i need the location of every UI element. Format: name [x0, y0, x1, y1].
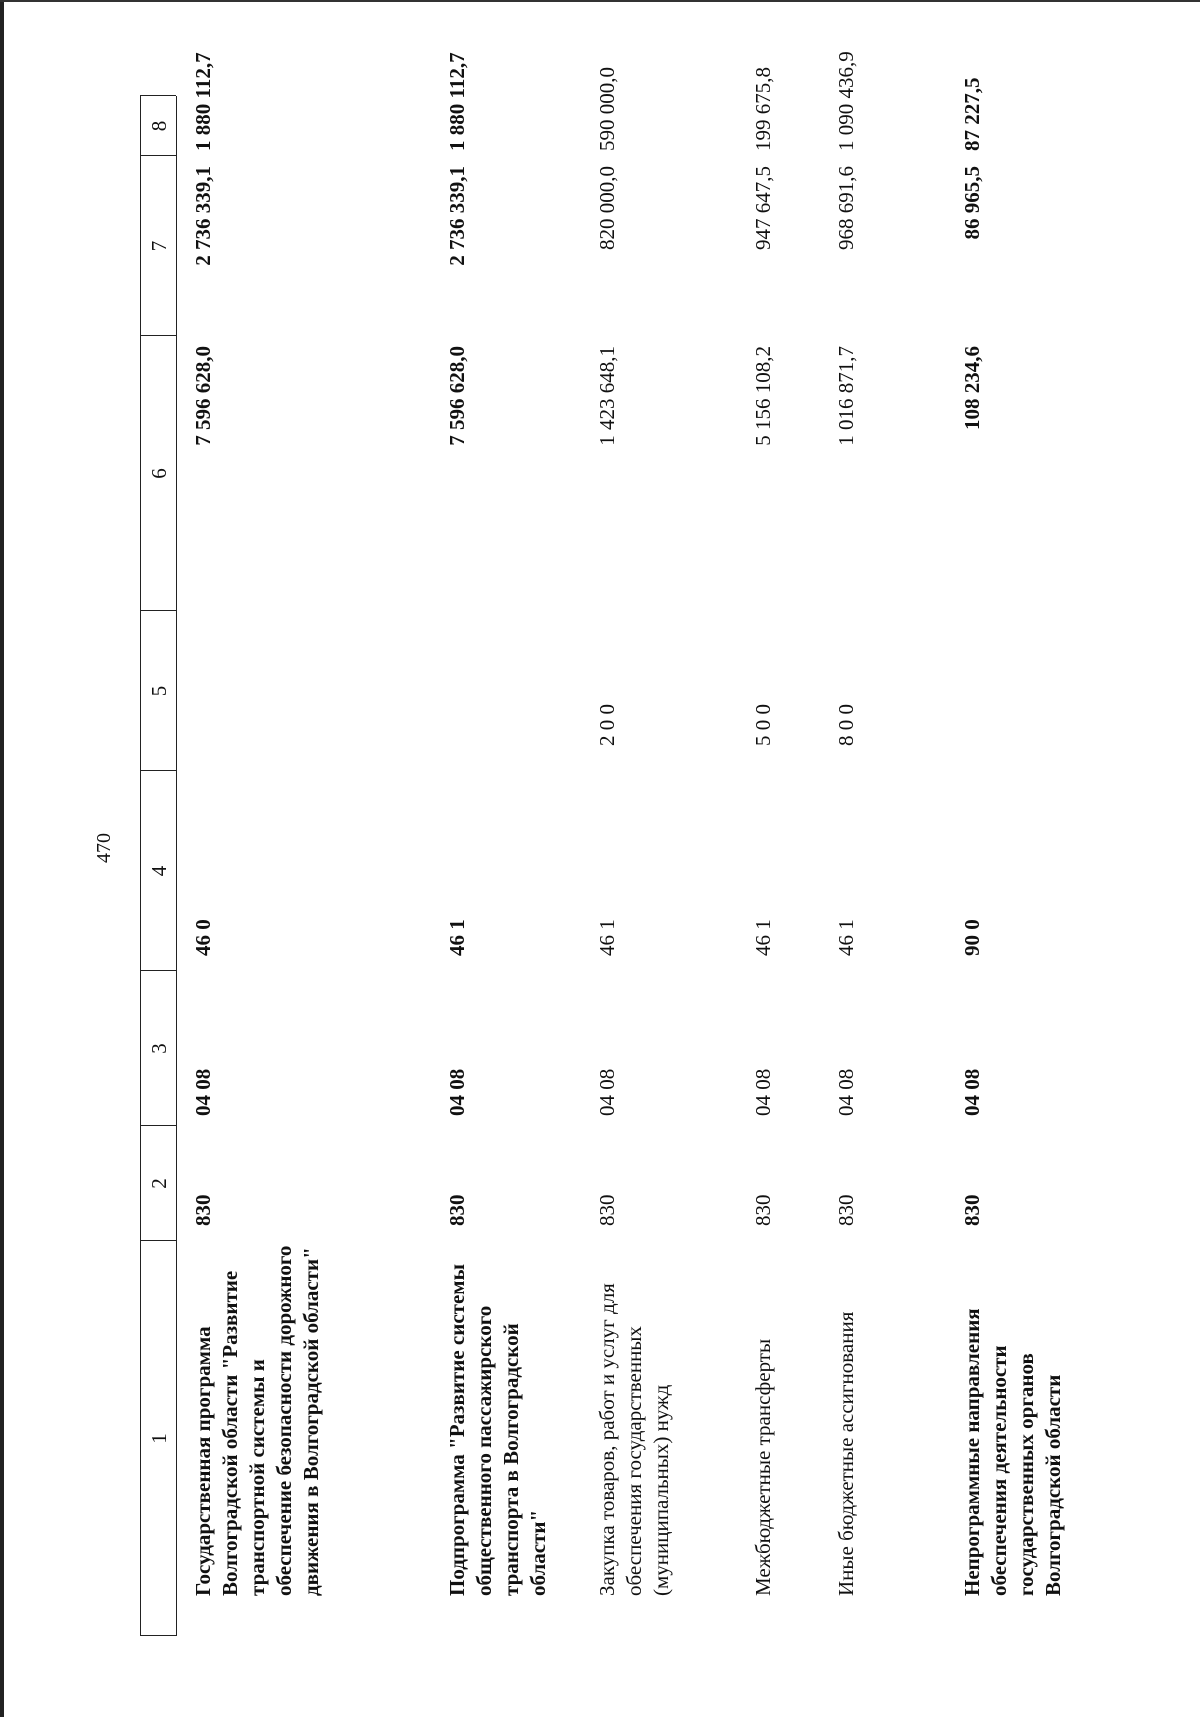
header-top-rule	[140, 96, 141, 1636]
cell-c6: 1 016 871,7	[834, 346, 858, 446]
cell-c6: 7 596 628,0	[191, 346, 215, 446]
cell-c2: 830	[445, 1194, 469, 1226]
cell-c8: 590 000,0	[595, 67, 619, 151]
column-header-2: 2	[147, 1178, 171, 1189]
cell-c4: 90 0	[960, 919, 984, 956]
cell-c3: 04 08	[834, 1068, 858, 1116]
row-label: Государственная программа Волгоградской области "Развитие транспортной системы и обеспечение безопасности дорожного движения в Волгоградской области"	[191, 1245, 323, 1596]
cell-c3: 04 08	[595, 1068, 619, 1116]
cell-c3: 04 08	[445, 1068, 469, 1116]
cell-c7: 820 000,0	[595, 166, 619, 250]
row-label: Непрограммные направления обеспечения деятельности государственных органов Волгоградской области	[960, 1308, 1065, 1596]
column-header-8: 8	[147, 120, 171, 132]
scan-edge-left	[0, 0, 4, 1717]
page-number: 470	[93, 833, 115, 863]
column-header-6: 6	[147, 468, 171, 479]
header-bottom-rule	[176, 96, 177, 1636]
column-header-3: 3	[147, 1043, 171, 1054]
row-label: Подпрограмма "Развитие системы общественного пассажирского транспорта в Волгоградской области"	[445, 1264, 550, 1596]
cell-c5: 8 0 0	[834, 704, 858, 746]
cell-c4: 46 1	[445, 919, 469, 956]
cell-c4: 46 1	[834, 919, 858, 956]
column-header-4: 4	[147, 865, 171, 877]
cell-c7: 2 736 339,1	[445, 166, 469, 266]
cell-c7: 86 965,5	[960, 166, 984, 240]
column-header-5: 5	[147, 685, 171, 697]
cell-c8: 1 880 112,7	[445, 52, 469, 151]
cell-c8: 1 090 436,9	[834, 51, 858, 151]
row-label: Закупка товаров, работ и услуг для обеспечения государственных (муниципальных) нужд	[595, 1283, 673, 1596]
cell-c5: 2 0 0	[595, 704, 619, 746]
cell-c4: 46 1	[595, 919, 619, 956]
cell-c6: 1 423 648,1	[595, 346, 619, 446]
cell-c7: 947 647,5	[751, 166, 775, 250]
cell-c3: 04 08	[751, 1068, 775, 1116]
cell-c7: 968 691,6	[834, 166, 858, 250]
cell-c2: 830	[751, 1194, 775, 1226]
cell-c7: 2 736 339,1	[191, 166, 215, 266]
cell-c6: 5 156 108,2	[751, 346, 775, 446]
scan-edge-top	[0, 0, 1200, 2]
cell-c8: 1 880 112,7	[191, 52, 215, 151]
cell-c3: 04 08	[960, 1068, 984, 1116]
cell-c3: 04 08	[191, 1068, 215, 1116]
cell-c2: 830	[191, 1194, 215, 1226]
cell-c8: 199 675,8	[751, 67, 775, 151]
cell-c6: 7 596 628,0	[445, 346, 469, 446]
cell-c8: 87 227,5	[960, 77, 984, 151]
cell-c4: 46 1	[751, 919, 775, 956]
cell-c2: 830	[960, 1194, 984, 1226]
cell-c2: 830	[834, 1194, 858, 1226]
cell-c4: 46 0	[191, 919, 215, 956]
column-header-7: 7	[147, 240, 171, 252]
row-label: Межбюджетные трансферты	[751, 1338, 775, 1596]
cell-c2: 830	[595, 1194, 619, 1226]
row-label: Иные бюджетные ассигнования	[834, 1311, 858, 1596]
column-header-1: 1	[147, 1433, 171, 1444]
cell-c5: 5 0 0	[751, 704, 775, 746]
cell-c6: 108 234,6	[960, 346, 984, 430]
budget-table	[140, 51, 1180, 1646]
